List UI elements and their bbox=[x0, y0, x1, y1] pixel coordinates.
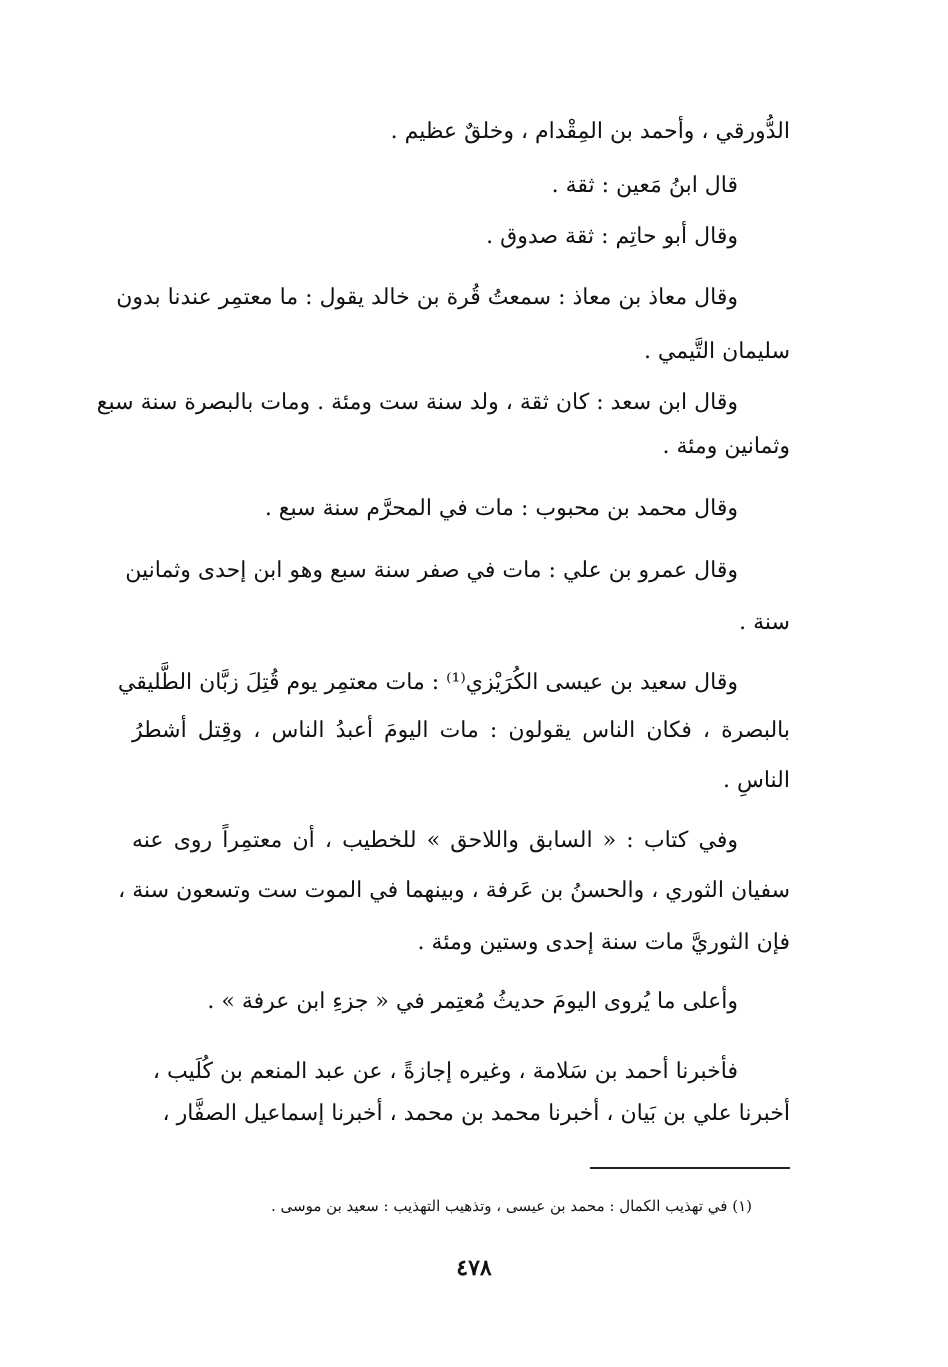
text-line-8: وقال محمد بن محبوب : مات في المحرَّم سنة سبع . bbox=[264, 496, 738, 521]
text-line-17: وأعلى ما يُروى اليومَ حديثُ مُعتِمر في « جزءِ ابن عرفة » . bbox=[207, 989, 738, 1014]
text-line-9: وقال عمرو بن علي : مات في صفر سنة سبع وهو ابن إحدى وثمانين bbox=[125, 558, 738, 583]
text-line-11: وقال سعيد بن عيسى الكُرَيْزي⁽¹⁾ : مات معتمِر يوم قُتِلَ زبَّان الطَّليقي bbox=[117, 670, 738, 695]
text-line-3: وقال أبو حاتِم : ثقة صدوق . bbox=[486, 224, 738, 249]
text-line-2: قال ابنُ مَعين : ثقة . bbox=[551, 173, 738, 198]
text-line-1: الدُّورقي ، وأحمد بن المِقْدام ، وخلقٌ عظيم . bbox=[390, 119, 790, 144]
text-line-18: فأخبرنا أحمد بن سَلامة ، وغيره إجازةً ، عن عبد المنعم بن كُلَيب ، bbox=[152, 1059, 738, 1084]
text-line-6: وقال ابن سعد : كان ثقة ، ولد سنة ست ومئة . ومات بالبصرة سنة سبع bbox=[96, 390, 738, 415]
text-line-16: فإن الثوريَّ مات سنة إحدى وستين ومئة . bbox=[417, 930, 790, 955]
text-line-15: سفيان الثوري ، والحسنُ بن عَرفة ، وبينهما في الموت ست وتسعون سنة ، bbox=[118, 878, 790, 903]
text-line-7: وثمانين ومئة . bbox=[662, 434, 790, 459]
text-line-4: وقال معاذ بن معاذ : سمعتُ قُرة بن خالد يقول : ما معتمِر عندنا بدون bbox=[116, 285, 738, 310]
page-number: ٤٧٨ bbox=[456, 1255, 492, 1281]
text-line-19: أخبرنا علي بن بَيان ، أخبرنا محمد بن محمد ، أخبرنا إسماعيل الصفَّار ، bbox=[162, 1101, 790, 1126]
footnote-divider bbox=[590, 1167, 790, 1169]
footnote: (١) في تهذيب الكمال : محمد بن عيسى ، وتذهيب التهذيب : سعيد بن موسى . bbox=[271, 1197, 752, 1215]
text-line-10: سنة . bbox=[739, 610, 790, 635]
text-line-14: وفي كتاب : « السابق واللاحق » للخطيب ، أن معتمِراً روى عنه bbox=[132, 828, 738, 853]
text-line-13: الناسِ . bbox=[723, 768, 790, 793]
text-line-5: سليمان التَّيمي . bbox=[643, 339, 790, 364]
text-line-12: بالبصرة ، فكان الناس يقولون : مات اليومَ أعبدُ الناس ، وقِتل أشطرُ bbox=[132, 718, 790, 743]
